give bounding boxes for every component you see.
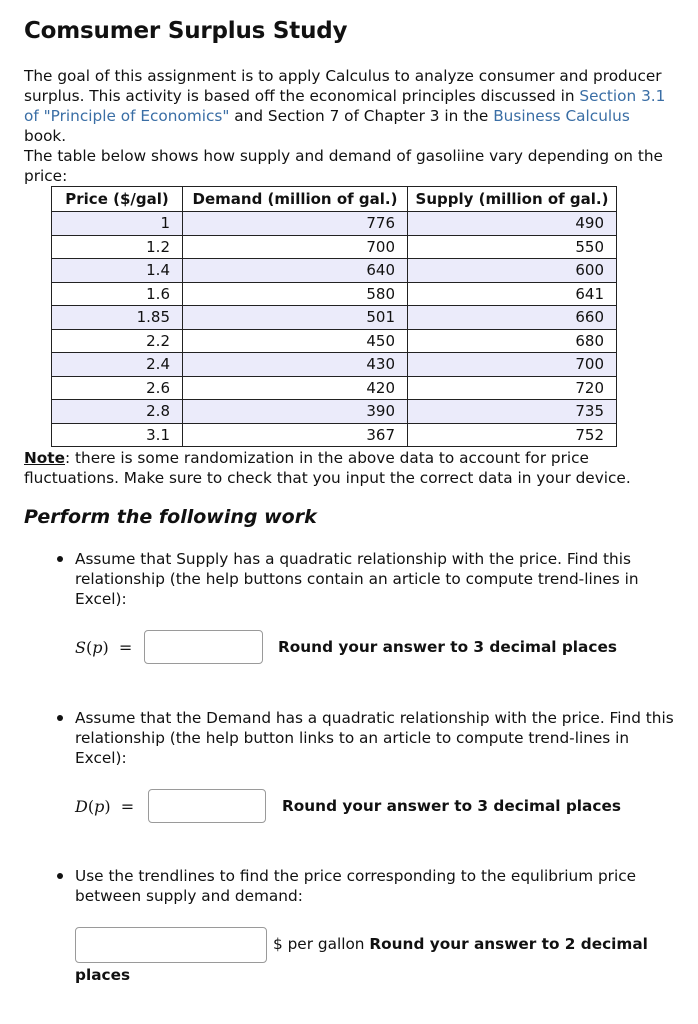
- table-row: [52, 259, 617, 283]
- cell-demand: 430: [183, 353, 408, 377]
- cell-price: 2.4: [52, 353, 183, 377]
- cell-supply: 752: [408, 423, 617, 447]
- cell-supply: 680: [408, 329, 617, 353]
- function-name: D: [75, 797, 88, 816]
- table-row: [52, 306, 617, 330]
- question-equilibrium: Use the trendlines to find the price corresponding to the equlibrium price between supply and demand:: [75, 866, 675, 906]
- cell-supply: 660: [408, 306, 617, 330]
- intro-text-part: and Section 7 of Chapter 3 in the: [229, 107, 494, 125]
- cell-price: 2.2: [52, 329, 183, 353]
- cell-supply: 700: [408, 353, 617, 377]
- cell-demand: 700: [183, 235, 408, 259]
- supply-function-label: S(p) =: [75, 638, 133, 657]
- cell-demand: 420: [183, 376, 408, 400]
- business-calculus-link[interactable]: Business Calculus: [493, 107, 630, 125]
- cell-demand: 776: [183, 212, 408, 236]
- cell-price: 2.6: [52, 376, 183, 400]
- cell-supply: 600: [408, 259, 617, 283]
- demand-rounding-hint: Round your answer to 3 decimal places: [282, 797, 621, 815]
- table-row: [52, 376, 617, 400]
- supply-demand-table: [51, 186, 617, 447]
- cell-demand: 501: [183, 306, 408, 330]
- equilibrium-answer-input[interactable]: [75, 927, 267, 963]
- cell-supply: 550: [408, 235, 617, 259]
- question-supply: Assume that Supply has a quadratic relationship with the price. Find this relationship (the help buttons contain an article to compute trend-lines in Excel):: [75, 549, 675, 609]
- cell-price: 3.1: [52, 423, 183, 447]
- cell-price: 1.4: [52, 259, 183, 283]
- cell-price: 1.2: [52, 235, 183, 259]
- page-title: Comsumer Surplus Study: [24, 18, 348, 44]
- equilibrium-rounding-hint-cont: places: [75, 966, 131, 984]
- table-row: [52, 400, 617, 424]
- note-label: Note: [24, 449, 65, 467]
- intro-text-part: The goal of this assignment is to apply Calculus to analyze consumer and producer surplus. This activity is based off the economical principles discussed in: [24, 67, 662, 105]
- data-table-wrapper: [51, 186, 617, 447]
- function-variable: p: [92, 638, 103, 657]
- cell-supply: 641: [408, 282, 617, 306]
- table-row: [52, 329, 617, 353]
- column-header-demand: Demand (million of gal.): [183, 187, 408, 212]
- cell-supply: 720: [408, 376, 617, 400]
- economics-section-link[interactable]: Section 3.1 of "Principle of Economics": [24, 87, 666, 125]
- table-header-row: [52, 187, 617, 212]
- note-text: : there is some randomization in the above data to account for price fluctuations. Make sure to check that you input the correct data in your device.: [24, 449, 631, 487]
- cell-price: 1: [52, 212, 183, 236]
- column-header-supply: Supply (million of gal.): [408, 187, 617, 212]
- table-row: [52, 353, 617, 377]
- cell-demand: 390: [183, 400, 408, 424]
- demand-answer-input[interactable]: [148, 789, 266, 823]
- question-demand: Assume that the Demand has a quadratic relationship with the price. Find this relationship (the help button links to an article to compute trend-lines in Excel):: [75, 709, 674, 767]
- section-heading: Perform the following work: [24, 506, 317, 528]
- intro-text: [24, 66, 674, 186]
- supply-answer-input[interactable]: [144, 630, 263, 664]
- table-body: [52, 212, 617, 447]
- table-row: [52, 235, 617, 259]
- column-header-price: Price ($/gal): [52, 187, 183, 212]
- supply-rounding-hint: Round your answer to 3 decimal places: [278, 638, 617, 656]
- cell-demand: 367: [183, 423, 408, 447]
- randomization-note: [24, 448, 684, 488]
- cell-price: 1.85: [52, 306, 183, 330]
- equilibrium-unit-hint: [273, 935, 648, 953]
- intro-text-part: book.: [24, 127, 67, 145]
- table-intro: The table below shows how supply and demand of gasoliine vary depending on the price:: [24, 147, 663, 185]
- table-row: [52, 212, 617, 236]
- equilibrium-rounding-hint: Round your answer to 2 decimal: [369, 935, 648, 953]
- demand-function-label: D(p) =: [75, 797, 135, 816]
- cell-price: 2.8: [52, 400, 183, 424]
- cell-demand: 450: [183, 329, 408, 353]
- cell-supply: 490: [408, 212, 617, 236]
- table-row: [52, 423, 617, 447]
- cell-demand: 640: [183, 259, 408, 283]
- table-row: [52, 282, 617, 306]
- function-name: S: [75, 638, 86, 657]
- cell-demand: 580: [183, 282, 408, 306]
- cell-supply: 735: [408, 400, 617, 424]
- cell-price: 1.6: [52, 282, 183, 306]
- price-unit-label: $ per gallon: [273, 935, 370, 953]
- function-variable: p: [94, 797, 105, 816]
